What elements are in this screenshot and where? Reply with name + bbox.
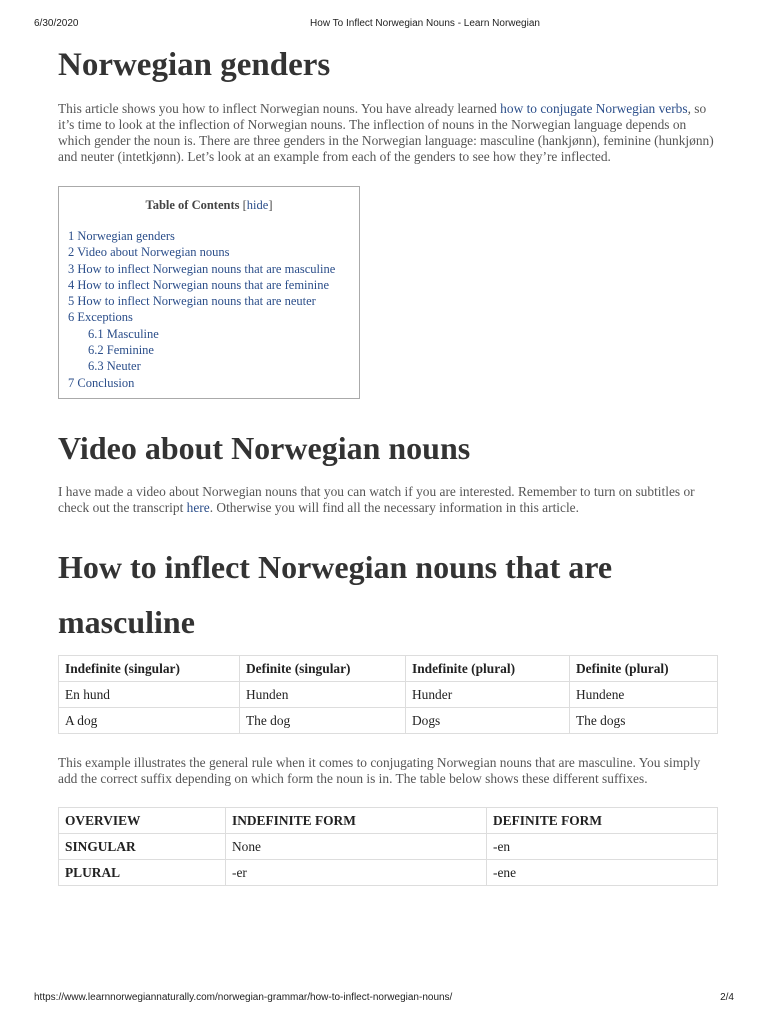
toc-item-norwegian-genders[interactable]: 1 Norwegian genders — [68, 229, 175, 243]
toc-hide-link[interactable]: hide — [246, 198, 269, 212]
print-date: 6/30/2020 — [34, 18, 79, 29]
suffix-overview-table — [58, 807, 718, 886]
video-paragraph — [58, 484, 720, 516]
print-url: https://www.learnnorwegiannaturally.com/norwegian-grammar/how-to-inflect-norwegian-nouns/ — [34, 992, 453, 1003]
table-cell: The dogs — [570, 708, 718, 734]
table-header-cell: DEFINITE FORM — [487, 808, 718, 834]
table-cell: None — [226, 834, 487, 860]
table-row — [59, 834, 718, 860]
table-cell: A dog — [59, 708, 240, 734]
transcript-link[interactable]: here — [186, 500, 210, 515]
toc-hide-toggle[interactable] — [243, 198, 273, 212]
table-cell: The dog — [240, 708, 406, 734]
print-page-title: How To Inflect Norwegian Nouns - Learn Norwegian — [310, 18, 540, 29]
toc-item-feminine[interactable]: 4 How to inflect Norwegian nouns that are feminine — [68, 277, 330, 292]
intro-text-end: , so it’s time to look at the inflection of Norwegian nouns. The inflection of nouns in the Norwegian language depends on which gender the noun is. There are three genders in the Norwegian language: masculine (hankjønn), feminine (hunkjønn) and neuter (intetkjønn). Let’s look at an example from each of the genders to see how they’re inflected. — [58, 101, 714, 164]
table-header-cell: Indefinite (singular) — [59, 656, 240, 682]
table-row-label: SINGULAR — [59, 834, 226, 860]
toc-item-neuter[interactable]: 5 How to inflect Norwegian nouns that are neuter — [68, 294, 316, 309]
video-text-start: I have made a video about Norwegian nouns that you can watch if you are interested. Remember to turn on subtitles or check out the transcript — [58, 484, 695, 515]
table-header-cell: INDEFINITE FORM — [226, 808, 487, 834]
table-header-row — [59, 808, 718, 834]
intro-paragraph — [58, 101, 720, 165]
toc-item-exceptions-masculine[interactable]: 6.1 Masculine — [88, 326, 159, 341]
table-cell: Dogs — [406, 708, 570, 734]
table-row — [59, 708, 718, 734]
conjugate-verbs-link[interactable]: how to conjugate Norwegian verbs — [500, 101, 688, 116]
intro-text-start: This article shows you how to inflect Norwegian nouns. You have already learned — [58, 101, 501, 116]
table-header-cell: Indefinite (plural) — [406, 656, 570, 682]
toc-hide-bracket-close: ] — [268, 198, 273, 212]
toc-item-exceptions-neuter[interactable]: 6.3 Neuter — [88, 359, 141, 374]
example-inflection-table — [58, 655, 718, 734]
table-cell: -en — [487, 834, 718, 860]
table-of-contents — [58, 186, 360, 399]
table-row — [59, 682, 718, 708]
table-cell: -ene — [487, 860, 718, 886]
table-header-cell: Definite (singular) — [240, 656, 406, 682]
toc-item-masculine[interactable]: 3 How to inflect Norwegian nouns that are masculine — [68, 261, 336, 276]
print-header — [0, 18, 768, 32]
table-header-cell: Definite (plural) — [570, 656, 718, 682]
toc-item-exceptions-feminine[interactable]: 6.2 Feminine — [88, 343, 154, 358]
explanation-paragraph: This example illustrates the general rule when it comes to conjugating Norwegian nouns that are masculine. You simply add the correct suffix depending on which form the noun is in. The table below shows these different suffixes. — [58, 755, 701, 786]
heading-masculine: How to inflect Norwegian nouns that are masculine — [58, 549, 613, 640]
table-row — [59, 860, 718, 886]
video-text-end: . Otherwise you will find all the necessary information in this article. — [209, 500, 579, 515]
table-cell: -er — [226, 860, 487, 886]
table-row-label: PLURAL — [59, 860, 226, 886]
table-header-row — [59, 656, 718, 682]
table-cell: Hunder — [406, 682, 570, 708]
heading-video: Video about Norwegian nouns — [58, 430, 471, 466]
print-footer — [0, 992, 768, 1006]
heading-norwegian-genders: Norwegian genders — [58, 47, 331, 83]
table-cell: Hunden — [240, 682, 406, 708]
table-cell: Hundene — [570, 682, 718, 708]
print-page-number: 2/4 — [720, 992, 734, 1003]
toc-list — [68, 228, 359, 391]
toc-title — [59, 198, 359, 213]
toc-item-exceptions[interactable]: 6 Exceptions — [68, 310, 133, 325]
toc-title-text: Table of Contents — [145, 198, 240, 212]
table-cell: En hund — [59, 682, 240, 708]
toc-item-conclusion[interactable]: 7 Conclusion — [68, 375, 135, 390]
toc-item-video[interactable]: 2 Video about Norwegian nouns — [68, 245, 230, 260]
table-header-cell: OVERVIEW — [59, 808, 226, 834]
toc-hide-bracket-open: [ — [242, 198, 247, 212]
